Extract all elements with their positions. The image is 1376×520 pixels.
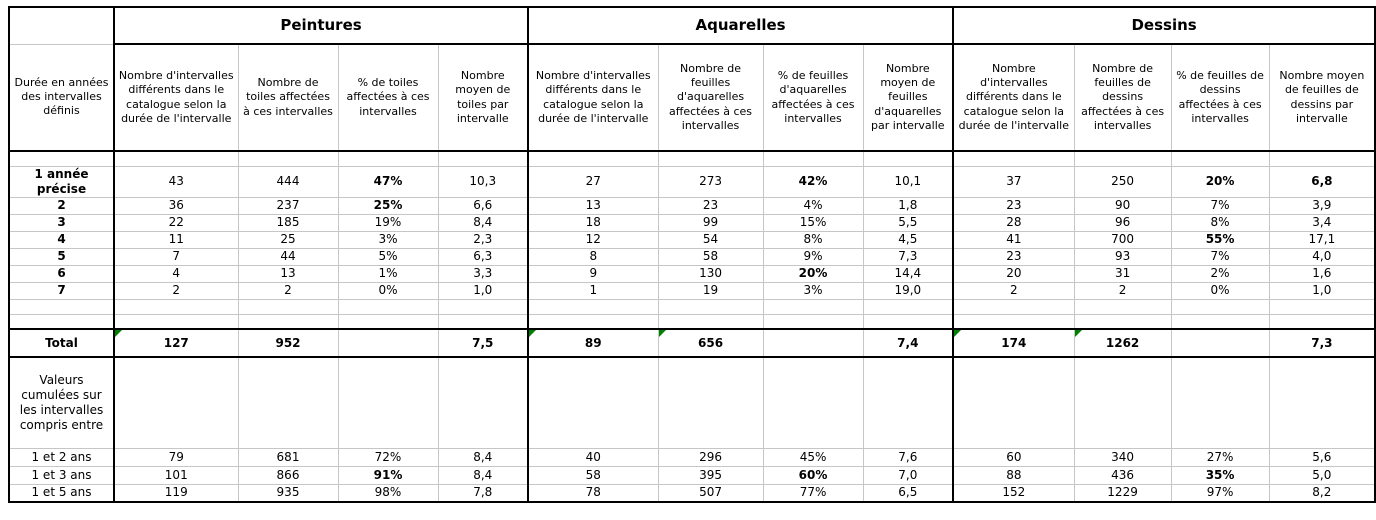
table-cell[interactable]: 237 <box>238 197 338 214</box>
table-cell[interactable]: 935 <box>238 484 338 502</box>
table-row-1-et-5-ans <box>9 484 1375 502</box>
error-indicator-icon <box>659 330 666 337</box>
row-label[interactable]: 6 <box>9 265 114 282</box>
table-cell[interactable] <box>658 357 763 448</box>
table-cell[interactable]: 19,0 <box>863 282 953 299</box>
table-cell[interactable]: 6,8 <box>1269 166 1375 197</box>
table-cell[interactable]: 96 <box>1074 214 1171 231</box>
table-cell[interactable]: 13 <box>238 265 338 282</box>
table-cell[interactable] <box>1074 299 1171 314</box>
table-row-valeurs-cumul-es-sur-les-intervalles-compris-entre <box>9 357 1375 448</box>
table-row-5 <box>9 248 1375 265</box>
table-cell[interactable]: 7 <box>114 248 238 265</box>
table-cell[interactable]: 866 <box>238 466 338 484</box>
table-cell[interactable] <box>338 329 438 357</box>
table-cell[interactable]: 98% <box>338 484 438 502</box>
table-cell[interactable]: 18 <box>528 214 658 231</box>
table-cell[interactable]: 7,3 <box>1269 329 1375 357</box>
table-row-6 <box>9 265 1375 282</box>
table-cell[interactable]: 130 <box>658 265 763 282</box>
table-cell[interactable]: 1,6 <box>1269 265 1375 282</box>
row-label[interactable]: 7 <box>9 282 114 299</box>
table-cell[interactable] <box>438 299 528 314</box>
row-label[interactable]: 4 <box>9 231 114 248</box>
table-cell[interactable]: 28 <box>953 214 1074 231</box>
table-cell[interactable]: 700 <box>1074 231 1171 248</box>
table-cell[interactable]: 185 <box>238 214 338 231</box>
table-cell[interactable]: 5,5 <box>863 214 953 231</box>
table-cell[interactable]: 2 <box>1074 282 1171 299</box>
table-cell[interactable]: 2 <box>114 282 238 299</box>
col-header-dessins-feuilles[interactable]: Nombre de feuilles de dessins affectées à ces intervalles <box>1074 44 1171 151</box>
table-cell[interactable]: 23 <box>658 197 763 214</box>
table-cell[interactable]: 27 <box>528 166 658 197</box>
table-row-1-ann-e-pr-cise <box>9 166 1375 197</box>
table-cell[interactable]: 8% <box>763 231 863 248</box>
table-row-2 <box>9 197 1375 214</box>
table-cell[interactable]: 60% <box>763 466 863 484</box>
table-cell[interactable] <box>863 357 953 448</box>
table-cell[interactable]: 90 <box>1074 197 1171 214</box>
table-cell[interactable]: 1262 <box>1074 329 1171 357</box>
table-cell[interactable]: 7,3 <box>863 248 953 265</box>
row-label[interactable]: 1 et 5 ans <box>9 484 114 502</box>
table-cell[interactable]: 25% <box>338 197 438 214</box>
table-cell[interactable] <box>1074 314 1171 329</box>
col-header-aquarelles-pct[interactable]: % de feuilles d'aquarelles affectées à ces intervalles <box>763 44 863 151</box>
table-cell[interactable] <box>1074 357 1171 448</box>
row-label[interactable]: Total <box>9 329 114 357</box>
table-cell[interactable]: 31 <box>1074 265 1171 282</box>
table-cell[interactable] <box>763 329 863 357</box>
table-cell[interactable]: 47% <box>338 166 438 197</box>
table-row-blank-0 <box>9 151 1375 166</box>
table-cell[interactable]: 93 <box>1074 248 1171 265</box>
table-cell[interactable] <box>338 151 438 166</box>
section-title-dessins[interactable]: Dessins <box>953 7 1375 44</box>
table-cell[interactable]: 8,4 <box>438 448 528 466</box>
table-cell[interactable]: 25 <box>238 231 338 248</box>
col-header-dessins-intervalles[interactable]: Nombre d'intervalles différents dans le catalogue selon la durée de l'intervalle <box>953 44 1074 151</box>
empty-label-cell[interactable] <box>9 151 114 166</box>
table-cell[interactable]: 12 <box>528 231 658 248</box>
table-cell[interactable] <box>114 299 238 314</box>
table-cell[interactable]: 3% <box>338 231 438 248</box>
row-label[interactable]: 1 et 3 ans <box>9 466 114 484</box>
col-header-aquarelles-feuilles[interactable]: Nombre de feuilles d'aquarelles affectées à ces intervalles <box>658 44 763 151</box>
table-cell[interactable]: 99 <box>658 214 763 231</box>
table-cell[interactable] <box>1171 357 1269 448</box>
table-cell[interactable] <box>528 151 658 166</box>
table-cell[interactable]: 17,1 <box>1269 231 1375 248</box>
table-cell[interactable]: 444 <box>238 166 338 197</box>
row-label[interactable]: 1 année précise <box>9 166 114 197</box>
table-cell[interactable] <box>1269 357 1375 448</box>
table-cell[interactable]: 1% <box>338 265 438 282</box>
table-cell[interactable]: 3,3 <box>438 265 528 282</box>
table-cell[interactable]: 36 <box>114 197 238 214</box>
table-cell[interactable]: 1229 <box>1074 484 1171 502</box>
table-cell[interactable] <box>953 314 1074 329</box>
table-cell[interactable] <box>528 357 658 448</box>
table-cell[interactable]: 8% <box>1171 214 1269 231</box>
table-cell[interactable]: 2 <box>238 282 338 299</box>
section-title-aquarelles[interactable]: Aquarelles <box>528 7 953 44</box>
table-cell[interactable] <box>238 299 338 314</box>
table-cell[interactable]: 4,0 <box>1269 248 1375 265</box>
table-row-3 <box>9 214 1375 231</box>
table-cell[interactable]: 5,0 <box>1269 466 1375 484</box>
table-cell[interactable]: 13 <box>528 197 658 214</box>
table-cell[interactable] <box>1171 299 1269 314</box>
table-cell[interactable] <box>658 299 763 314</box>
table-cell[interactable] <box>528 299 658 314</box>
table-row-total <box>9 329 1375 357</box>
table-cell[interactable]: 7,0 <box>863 466 953 484</box>
table-cell[interactable]: 20% <box>1171 166 1269 197</box>
table-cell[interactable]: 2% <box>1171 265 1269 282</box>
table-cell[interactable] <box>863 299 953 314</box>
table-cell[interactable] <box>114 357 238 448</box>
col-header-aquarelles-intervalles[interactable]: Nombre d'intervalles différents dans le catalogue selon la durée de l'intervalle <box>528 44 658 151</box>
table-cell[interactable] <box>1171 329 1269 357</box>
table-cell[interactable] <box>1171 151 1269 166</box>
table-cell[interactable]: 273 <box>658 166 763 197</box>
table-row-blank-8 <box>9 299 1375 314</box>
row-label[interactable]: Valeurs cumulées sur les intervalles compris entre <box>9 357 114 448</box>
table-cell[interactable]: 9% <box>763 248 863 265</box>
table-cell[interactable]: 7,4 <box>863 329 953 357</box>
table-cell[interactable] <box>438 314 528 329</box>
table-cell[interactable] <box>238 151 338 166</box>
table-cell[interactable]: 20 <box>953 265 1074 282</box>
empty-label-cell[interactable] <box>9 299 114 314</box>
table-cell[interactable]: 4 <box>114 265 238 282</box>
table-cell[interactable]: 10,1 <box>863 166 953 197</box>
table-cell[interactable]: 2 <box>953 282 1074 299</box>
table-cell[interactable]: 5,6 <box>1269 448 1375 466</box>
table-cell[interactable] <box>238 357 338 448</box>
error-indicator-icon <box>115 330 122 337</box>
table-cell[interactable]: 174 <box>953 329 1074 357</box>
table-row-1-et-3-ans <box>9 466 1375 484</box>
table-cell[interactable]: 2,3 <box>438 231 528 248</box>
table-cell[interactable]: 8,2 <box>1269 484 1375 502</box>
table-cell[interactable] <box>863 314 953 329</box>
table-cell[interactable]: 0% <box>1171 282 1269 299</box>
table-cell[interactable] <box>1074 151 1171 166</box>
table-cell[interactable]: 152 <box>953 484 1074 502</box>
table-cell[interactable] <box>238 314 338 329</box>
row-label[interactable]: 5 <box>9 248 114 265</box>
table-cell[interactable] <box>1171 314 1269 329</box>
table-cell[interactable]: 9 <box>528 265 658 282</box>
table-cell[interactable]: 681 <box>238 448 338 466</box>
table-cell[interactable]: 7,5 <box>438 329 528 357</box>
table-cell[interactable]: 436 <box>1074 466 1171 484</box>
table-cell[interactable] <box>438 151 528 166</box>
table-cell[interactable] <box>863 151 953 166</box>
table-cell[interactable] <box>953 299 1074 314</box>
table-cell[interactable]: 14,4 <box>863 265 953 282</box>
table-cell[interactable] <box>338 299 438 314</box>
table-cell[interactable]: 8,4 <box>438 214 528 231</box>
table-cell[interactable]: 7% <box>1171 197 1269 214</box>
table-cell[interactable] <box>658 151 763 166</box>
table-cell[interactable]: 55% <box>1171 231 1269 248</box>
table-cell[interactable]: 97% <box>1171 484 1269 502</box>
table-row-7 <box>9 282 1375 299</box>
table-cell[interactable]: 6,5 <box>863 484 953 502</box>
table-cell[interactable] <box>763 314 863 329</box>
section-title-peintures[interactable]: Peintures <box>114 7 528 44</box>
col-header-aquarelles-moyen[interactable]: Nombre moyen de feuilles d'aquarelles par intervalle <box>863 44 953 151</box>
table-cell[interactable]: 43 <box>114 166 238 197</box>
col-header-peintures-pct[interactable]: % de toiles affectées à ces intervalles <box>338 44 438 151</box>
table-cell[interactable] <box>338 314 438 329</box>
table-cell[interactable]: 35% <box>1171 466 1269 484</box>
row-label[interactable]: 1 et 2 ans <box>9 448 114 466</box>
table-cell[interactable]: 507 <box>658 484 763 502</box>
table-cell[interactable]: 88 <box>953 466 1074 484</box>
table-cell[interactable] <box>114 314 238 329</box>
table-cell[interactable]: 91% <box>338 466 438 484</box>
table-cell[interactable]: 250 <box>1074 166 1171 197</box>
row-label[interactable]: 3 <box>9 214 114 231</box>
table-cell[interactable] <box>763 357 863 448</box>
table-cell[interactable]: 78 <box>528 484 658 502</box>
table-cell[interactable] <box>114 151 238 166</box>
table-cell[interactable]: 77% <box>763 484 863 502</box>
table-cell[interactable]: 60 <box>953 448 1074 466</box>
table-cell[interactable]: 4% <box>763 197 863 214</box>
table-cell[interactable]: 7,8 <box>438 484 528 502</box>
table-cell[interactable]: 58 <box>658 248 763 265</box>
table-row-1-et-2-ans <box>9 448 1375 466</box>
table-cell[interactable]: 3,4 <box>1269 214 1375 231</box>
table-cell[interactable] <box>658 314 763 329</box>
table-cell[interactable]: 4,5 <box>863 231 953 248</box>
col-header-peintures-intervalles[interactable]: Nombre d'intervalles différents dans le catalogue selon la durée de l'intervalle <box>114 44 238 151</box>
table-cell[interactable]: 79 <box>114 448 238 466</box>
table-cell[interactable] <box>763 151 863 166</box>
table-cell[interactable]: 41 <box>953 231 1074 248</box>
table-cell[interactable]: 11 <box>114 231 238 248</box>
table-cell[interactable]: 44 <box>238 248 338 265</box>
table-cell[interactable]: 20% <box>763 265 863 282</box>
table-cell[interactable]: 6,6 <box>438 197 528 214</box>
error-indicator-icon <box>954 330 961 337</box>
table-cell[interactable] <box>1269 151 1375 166</box>
table-cell[interactable] <box>1269 314 1375 329</box>
statistics-table <box>8 6 1376 503</box>
table-cell[interactable]: 6,3 <box>438 248 528 265</box>
table-cell[interactable]: 1,0 <box>1269 282 1375 299</box>
table-cell[interactable] <box>1269 299 1375 314</box>
table-cell[interactable]: 127 <box>114 329 238 357</box>
table-cell[interactable] <box>953 151 1074 166</box>
table-cell[interactable]: 340 <box>1074 448 1171 466</box>
col-header-peintures-moyen[interactable]: Nombre moyen de toiles par intervalle <box>438 44 528 151</box>
table-cell[interactable]: 8,4 <box>438 466 528 484</box>
table-cell[interactable]: 22 <box>114 214 238 231</box>
section-header-row <box>9 7 1375 44</box>
table-cell[interactable]: 296 <box>658 448 763 466</box>
table-cell[interactable] <box>528 314 658 329</box>
table-cell[interactable]: 7% <box>1171 248 1269 265</box>
table-cell[interactable]: 5% <box>338 248 438 265</box>
table-cell[interactable]: 7,6 <box>863 448 953 466</box>
table-cell[interactable]: 72% <box>338 448 438 466</box>
table-cell[interactable]: 395 <box>658 466 763 484</box>
table-cell[interactable]: 1,0 <box>438 282 528 299</box>
col-header-peintures-toiles[interactable]: Nombre de toiles affectées à ces intervalles <box>238 44 338 151</box>
table-cell[interactable]: 3% <box>763 282 863 299</box>
table-cell[interactable]: 40 <box>528 448 658 466</box>
table-cell[interactable]: 0% <box>338 282 438 299</box>
col-header-dessins-moyen[interactable]: Nombre moyen de feuilles de dessins par intervalle <box>1269 44 1375 151</box>
empty-label-cell[interactable] <box>9 314 114 329</box>
table-cell[interactable]: 656 <box>658 329 763 357</box>
table-cell[interactable]: 89 <box>528 329 658 357</box>
table-cell[interactable] <box>953 357 1074 448</box>
table-cell[interactable]: 42% <box>763 166 863 197</box>
table-cell[interactable]: 8 <box>528 248 658 265</box>
table-cell[interactable] <box>438 357 528 448</box>
table-cell[interactable]: 19 <box>658 282 763 299</box>
row-label[interactable]: 2 <box>9 197 114 214</box>
error-indicator-icon <box>529 330 536 337</box>
table-cell[interactable]: 101 <box>114 466 238 484</box>
table-cell[interactable]: 19% <box>338 214 438 231</box>
table-cell[interactable] <box>338 357 438 448</box>
table-cell[interactable]: 58 <box>528 466 658 484</box>
table-cell[interactable]: 3,9 <box>1269 197 1375 214</box>
table-cell[interactable]: 23 <box>953 248 1074 265</box>
row-axis-header[interactable]: Durée en années des intervalles définis <box>9 44 114 151</box>
table-cell[interactable]: 10,3 <box>438 166 528 197</box>
table-cell[interactable]: 15% <box>763 214 863 231</box>
table-cell[interactable]: 45% <box>763 448 863 466</box>
table-cell[interactable]: 1 <box>528 282 658 299</box>
table-cell[interactable]: 27% <box>1171 448 1269 466</box>
col-header-dessins-pct[interactable]: % de feuilles de dessins affectées à ces intervalles <box>1171 44 1269 151</box>
table-row-4 <box>9 231 1375 248</box>
table-cell[interactable]: 37 <box>953 166 1074 197</box>
table-cell[interactable]: 119 <box>114 484 238 502</box>
table-cell[interactable]: 23 <box>953 197 1074 214</box>
error-indicator-icon <box>1075 330 1082 337</box>
table-cell[interactable]: 952 <box>238 329 338 357</box>
table-cell[interactable]: 1,8 <box>863 197 953 214</box>
table-cell[interactable]: 54 <box>658 231 763 248</box>
corner-cell[interactable] <box>9 7 114 44</box>
table-cell[interactable] <box>763 299 863 314</box>
table-row-blank-9 <box>9 314 1375 329</box>
column-header-row <box>9 44 1375 151</box>
